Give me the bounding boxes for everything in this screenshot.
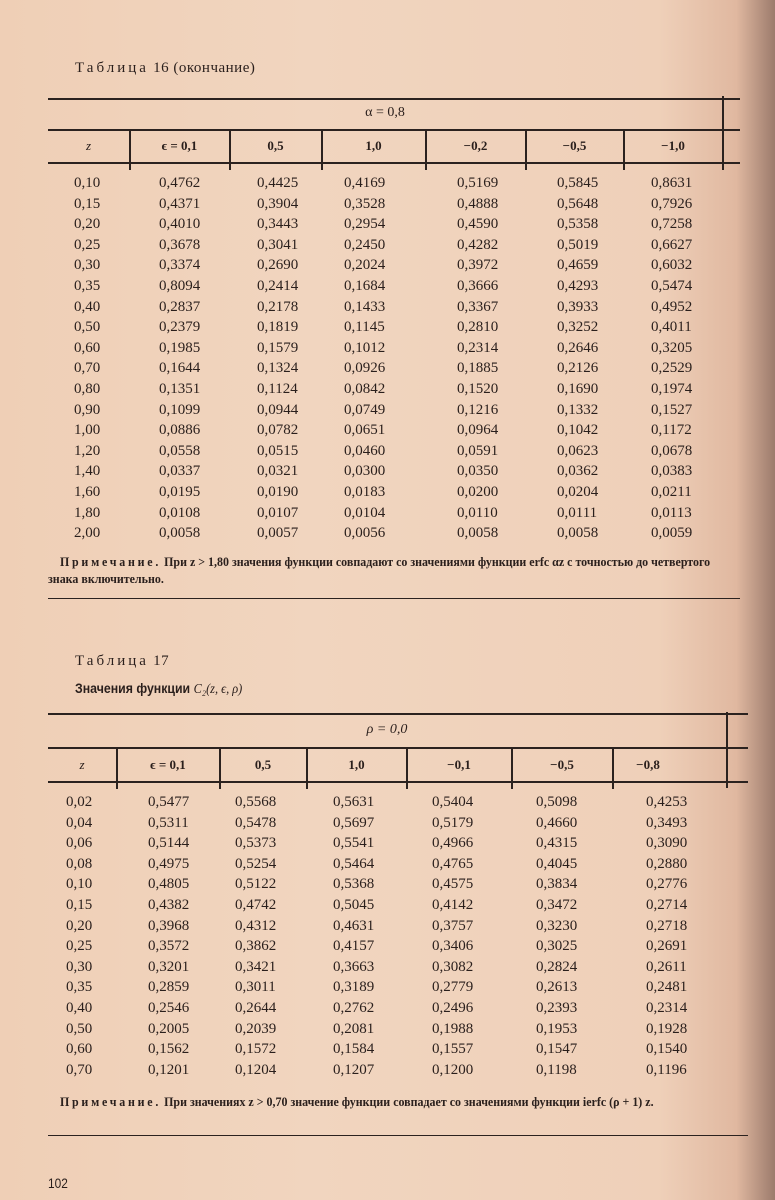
value-cell: 0,0944 [257, 401, 299, 418]
value-cell: 0,3201 [148, 958, 190, 975]
value-cell: 0,1200 [432, 1061, 474, 1078]
value-cell: 0,1527 [651, 401, 693, 418]
value-cell: 0,5464 [333, 855, 375, 872]
table16-bottom-rule [48, 598, 740, 599]
value-cell: 0,5358 [557, 216, 599, 233]
z-value-cell: 0,35 [66, 979, 93, 996]
value-cell: 0,5474 [651, 278, 693, 294]
table17-col-header: 0,5 [254, 757, 272, 772]
value-cell: 0,5098 [536, 794, 578, 810]
z-value-cell: 0,02 [66, 794, 93, 810]
table17-subtitle [75, 680, 242, 698]
table16-note-lead: Примечание. [59, 554, 162, 569]
value-cell: 0,4888 [457, 195, 499, 212]
value-cell: 0,3041 [257, 236, 299, 253]
value-cell: 0,2690 [257, 257, 299, 274]
value-cell: 0,2450 [344, 236, 386, 253]
value-cell: 0,3493 [646, 814, 688, 831]
value-cell: 0,0056 [344, 525, 386, 542]
table17-col-header: −0,5 [550, 757, 574, 772]
value-cell: 0,0749 [344, 401, 386, 418]
value-cell: 0,1196 [646, 1061, 687, 1078]
value-cell: 0,4966 [432, 835, 474, 852]
value-cell: 0,4660 [536, 814, 578, 831]
value-cell: 0,1928 [646, 1020, 688, 1037]
value-cell: 0,1145 [344, 319, 385, 336]
value-cell: 0,2613 [536, 979, 578, 996]
z-value-cell: 1,20 [74, 442, 101, 459]
value-cell: 0,3666 [457, 278, 499, 294]
value-cell: 0,2379 [159, 319, 201, 336]
value-cell: 0,1684 [344, 278, 386, 294]
value-cell: 0,5568 [235, 794, 277, 810]
z-value-cell: 2,00 [74, 525, 101, 542]
value-cell: 0,4382 [148, 897, 190, 913]
value-cell: 0,2837 [159, 298, 201, 315]
table17-note [48, 1093, 729, 1110]
value-cell: 0,1579 [257, 339, 299, 356]
value-cell: 0,2779 [432, 979, 474, 996]
value-cell: 0,2714 [646, 897, 688, 913]
table16-col-header: 0,5 [267, 138, 284, 153]
table16-col-header: −0,5 [562, 138, 587, 153]
value-cell: 0,3025 [536, 938, 578, 955]
value-cell: 0,3406 [432, 938, 474, 955]
value-cell: 0,2481 [646, 979, 688, 996]
value-cell: 0,3933 [557, 298, 599, 315]
value-cell: 0,3421 [235, 958, 277, 975]
value-cell: 0,2081 [333, 1020, 375, 1037]
value-cell: 0,4575 [432, 876, 474, 893]
value-cell: 0,5311 [148, 814, 189, 831]
value-cell: 0,4952 [651, 298, 693, 315]
value-cell: 0,7258 [651, 216, 693, 233]
value-cell: 0,2314 [646, 1000, 688, 1016]
value-cell: 0,4742 [235, 897, 277, 913]
z-value-cell: 0,06 [66, 835, 93, 852]
value-cell: 0,2644 [235, 1000, 277, 1016]
value-cell: 0,4631 [333, 917, 375, 934]
value-cell: 0,5368 [333, 876, 375, 893]
value-cell: 0,4315 [536, 835, 578, 852]
z-value-cell: 0,40 [74, 298, 101, 315]
value-cell: 0,7926 [651, 195, 693, 212]
value-cell: 0,5019 [557, 236, 599, 253]
value-cell: 0,3572 [148, 938, 190, 955]
value-cell: 0,5697 [333, 814, 375, 831]
table17-caption-number: 17 [153, 653, 170, 669]
value-cell: 0,0211 [651, 484, 692, 500]
value-cell: 0,2810 [457, 319, 499, 336]
z-value-cell: 0,08 [66, 855, 93, 872]
value-cell: 0,0110 [457, 504, 498, 521]
value-cell: 0,0111 [557, 504, 598, 521]
value-cell: 0,3472 [536, 897, 578, 913]
table17-note-text: При значениях z > 0,70 значение функции совпадает со значениями функции ierfc (ρ + 1) z. [164, 1094, 654, 1109]
value-cell: 0,5648 [557, 195, 599, 212]
table17-col-header: ϵ = 0,1 [150, 757, 186, 772]
z-value-cell: 0,20 [66, 917, 93, 934]
value-cell: 0,3367 [457, 298, 499, 315]
value-cell: 0,4371 [159, 195, 201, 212]
value-cell: 0,3663 [333, 958, 375, 975]
table17-note-lead: Примечание. [59, 1094, 162, 1109]
table17-header-bottom-rule [48, 781, 748, 783]
table16-caption-suffix: (окончание) [173, 60, 256, 76]
value-cell: 0,4590 [457, 216, 499, 233]
value-cell: 0,5179 [432, 814, 474, 831]
value-cell: 0,0886 [159, 422, 201, 439]
value-cell: 0,5045 [333, 897, 375, 913]
value-cell: 0,1201 [148, 1061, 190, 1078]
value-cell: 0,1819 [257, 319, 299, 336]
value-cell: 0,1974 [651, 381, 693, 397]
value-cell: 0,4312 [235, 917, 277, 934]
value-cell: 0,4293 [557, 278, 599, 294]
value-cell: 0,4045 [536, 855, 578, 872]
table17-caption [75, 653, 169, 670]
table16-col-header: −1,0 [661, 138, 685, 153]
value-cell: 0,1547 [536, 1041, 578, 1058]
value-cell: 0,2178 [257, 298, 299, 315]
table16-col-header: 1,0 [365, 138, 382, 153]
value-cell: 0,0515 [257, 442, 299, 459]
value-cell: 0,4169 [344, 175, 386, 191]
value-cell: 0,0108 [159, 504, 201, 521]
value-cell: 0,3528 [344, 195, 386, 212]
value-cell: 0,2880 [646, 855, 688, 872]
table16-col-header-z: z [85, 138, 92, 153]
table16-caption-prefix: Таблица [75, 60, 149, 76]
z-value-cell: 0,30 [66, 958, 93, 975]
value-cell: 0,3834 [536, 876, 578, 893]
value-cell: 0,5122 [235, 876, 277, 893]
table17-subtitle-text: Значения функции [75, 680, 191, 696]
table16-header-bottom-rule [48, 162, 740, 164]
value-cell: 0,0558 [159, 442, 201, 459]
page-number: 102 [48, 1175, 68, 1191]
z-value-cell: 0,70 [66, 1061, 93, 1078]
z-value-cell: 0,70 [74, 360, 101, 377]
value-cell: 0,0183 [344, 484, 386, 500]
value-cell: 0,2611 [646, 958, 687, 975]
value-cell: 0,1042 [557, 422, 599, 439]
table16-caption-number: 16 [153, 60, 170, 76]
value-cell: 0,4425 [257, 175, 299, 191]
value-cell: 0,5144 [148, 835, 190, 852]
value-cell: 0,1520 [457, 381, 499, 397]
value-cell: 0,2718 [646, 917, 688, 934]
value-cell: 0,5373 [235, 835, 277, 852]
z-value-cell: 0,25 [74, 236, 101, 253]
value-cell: 0,3090 [646, 835, 688, 852]
value-cell: 0,0200 [457, 484, 499, 500]
z-value-cell: 0,10 [74, 175, 101, 191]
value-cell: 0,3205 [651, 339, 693, 356]
value-cell: 0,6627 [651, 236, 693, 253]
value-cell: 0,3904 [257, 195, 299, 212]
z-value-cell: 0,30 [74, 257, 101, 274]
value-cell: 0,0058 [457, 525, 499, 542]
z-value-cell: 1,60 [74, 484, 101, 500]
value-cell: 0,2039 [235, 1020, 277, 1037]
value-cell: 0,2529 [651, 360, 693, 377]
value-cell: 0,1540 [646, 1041, 688, 1058]
table17-right-border [726, 712, 728, 788]
value-cell: 0,1572 [235, 1041, 277, 1058]
value-cell: 0,0842 [344, 381, 386, 397]
z-value-cell: 0,25 [66, 938, 93, 955]
value-cell: 0,3374 [159, 257, 201, 274]
value-cell: 0,3252 [557, 319, 599, 336]
value-cell: 0,2859 [148, 979, 190, 996]
value-cell: 0,1988 [432, 1020, 474, 1037]
value-cell: 0,0058 [159, 525, 201, 542]
value-cell: 0,0678 [651, 442, 693, 459]
value-cell: 0,0107 [257, 504, 299, 521]
value-cell: 0,2646 [557, 339, 599, 356]
value-cell: 0,2691 [646, 938, 688, 955]
value-cell: 0,4157 [333, 938, 375, 955]
value-cell: 0,4805 [148, 876, 190, 893]
value-cell: 0,1012 [344, 339, 386, 356]
value-cell: 0,4975 [148, 855, 190, 872]
table17-header-rule [48, 747, 748, 749]
value-cell: 0,2024 [344, 257, 386, 274]
value-cell: 0,5254 [235, 855, 277, 872]
value-cell: 0,5404 [432, 794, 474, 810]
value-cell: 0,1099 [159, 401, 201, 418]
value-cell: 0,1198 [536, 1061, 577, 1078]
z-value-cell: 0,80 [74, 381, 101, 397]
z-value-cell: 1,80 [74, 504, 101, 521]
value-cell: 0,2546 [148, 1000, 190, 1016]
z-value-cell: 0,60 [74, 339, 101, 356]
value-cell: 0,3972 [457, 257, 499, 274]
value-cell: 0,1207 [333, 1061, 375, 1078]
table16-param-header: α = 0,8 [365, 105, 405, 120]
z-value-cell: 0,40 [66, 1000, 93, 1016]
value-cell: 0,2314 [457, 339, 499, 356]
value-cell: 0,1562 [148, 1041, 190, 1058]
value-cell: 0,0058 [557, 525, 599, 542]
z-value-cell: 0,60 [66, 1041, 93, 1058]
value-cell: 0,6032 [651, 257, 693, 274]
value-cell: 0,2762 [333, 1000, 375, 1016]
z-value-cell: 0,15 [66, 897, 93, 913]
value-cell: 0,0591 [457, 442, 499, 459]
value-cell: 0,4765 [432, 855, 474, 872]
value-cell: 0,0383 [651, 463, 693, 480]
value-cell: 0,1690 [557, 381, 599, 397]
value-cell: 0,0195 [159, 484, 201, 500]
value-cell: 0,0300 [344, 463, 386, 480]
value-cell: 0,3968 [148, 917, 190, 934]
value-cell: 0,3189 [333, 979, 375, 996]
value-cell: 0,1172 [651, 422, 692, 439]
value-cell: 0,0337 [159, 463, 201, 480]
table16-col-header: ϵ = 0,1 [161, 138, 198, 153]
value-cell: 0,0926 [344, 360, 386, 377]
value-cell: 0,2824 [536, 958, 578, 975]
value-cell: 0,5541 [333, 835, 375, 852]
value-cell: 0,3011 [235, 979, 276, 996]
value-cell: 0,1332 [557, 401, 599, 418]
value-cell: 0,0623 [557, 442, 599, 459]
value-cell: 0,8094 [159, 278, 201, 294]
value-cell: 0,5478 [235, 814, 277, 831]
table17-col-header: −0,8 [636, 757, 660, 772]
z-value-cell: 0,50 [66, 1020, 93, 1037]
value-cell: 0,0350 [457, 463, 499, 480]
value-cell: 0,1324 [257, 360, 299, 377]
value-cell: 0,0782 [257, 422, 299, 439]
table16-caption [75, 60, 255, 77]
value-cell: 0,0190 [257, 484, 299, 500]
value-cell: 0,2954 [344, 216, 386, 233]
value-cell: 0,0057 [257, 525, 299, 542]
z-value-cell: 0,10 [66, 876, 93, 893]
value-cell: 0,4659 [557, 257, 599, 274]
value-cell: 0,5845 [557, 175, 599, 191]
value-cell: 0,0321 [257, 463, 299, 480]
value-cell: 0,0460 [344, 442, 386, 459]
z-value-cell: 0,04 [66, 814, 93, 831]
value-cell: 0,4253 [646, 794, 688, 810]
value-cell: 0,4010 [159, 216, 201, 233]
value-cell: 0,1985 [159, 339, 201, 356]
value-cell: 0,1885 [457, 360, 499, 377]
value-cell: 0,2393 [536, 1000, 578, 1016]
z-value-cell: 0,35 [74, 278, 101, 294]
value-cell: 0,4282 [457, 236, 499, 253]
value-cell: 0,1351 [159, 381, 201, 397]
value-cell: 0,0059 [651, 525, 693, 542]
value-cell: 0,8631 [651, 175, 693, 191]
value-cell: 0,2496 [432, 1000, 474, 1016]
value-cell: 0,3678 [159, 236, 201, 253]
value-cell: 0,1124 [257, 381, 298, 397]
table17-caption-prefix: Таблица [75, 653, 149, 669]
value-cell: 0,5169 [457, 175, 499, 191]
value-cell: 0,1644 [159, 360, 201, 377]
value-cell: 0,3862 [235, 938, 277, 955]
value-cell: 0,0651 [344, 422, 386, 439]
z-value-cell: 1,00 [74, 422, 101, 439]
value-cell: 0,5631 [333, 794, 375, 810]
table17-param-header: ρ = 0,0 [366, 722, 408, 737]
value-cell: 0,0362 [557, 463, 599, 480]
table16-right-border [722, 96, 724, 170]
value-cell: 0,3082 [432, 958, 474, 975]
value-cell: 0,1953 [536, 1020, 578, 1037]
value-cell: 0,3230 [536, 917, 578, 934]
z-value-cell: 0,15 [74, 195, 101, 212]
table16-col-header: −0,2 [463, 138, 488, 153]
value-cell: 0,0104 [344, 504, 386, 521]
table17-col-header: −0,1 [447, 757, 471, 772]
value-cell: 0,2126 [557, 360, 599, 377]
value-cell: 0,0204 [557, 484, 599, 500]
value-cell: 0,3443 [257, 216, 299, 233]
value-cell: 0,1216 [457, 401, 499, 418]
z-value-cell: 1,40 [74, 463, 101, 480]
table17-top-rule [48, 713, 748, 715]
value-cell: 0,2776 [646, 876, 688, 893]
value-cell: 0,1204 [235, 1061, 277, 1078]
value-cell: 0,5477 [148, 794, 190, 810]
value-cell: 0,1433 [344, 298, 386, 315]
value-cell: 0,1557 [432, 1041, 474, 1058]
value-cell: 0,2414 [257, 278, 299, 294]
z-value-cell: 0,50 [74, 319, 101, 336]
value-cell: 0,0964 [457, 422, 499, 439]
z-value-cell: 0,90 [74, 401, 101, 418]
table17-bottom-rule [48, 1135, 748, 1136]
value-cell: 0,1584 [333, 1041, 375, 1058]
table16-note-text: При z > 1,80 значения функции совпадают со значениями функции erfc αz с точностью до четвертого знака включительно. [48, 554, 711, 586]
value-cell: 0,4142 [432, 897, 474, 913]
table17-col-header-z: z [79, 757, 85, 772]
table17-subtitle-function: C₂(z, ϵ, ρ) [193, 682, 243, 697]
table17-col-header: 1,0 [348, 757, 365, 772]
value-cell: 0,3757 [432, 917, 474, 934]
value-cell: 0,0113 [651, 504, 692, 521]
table16-note [48, 553, 729, 587]
value-cell: 0,4762 [159, 175, 201, 191]
z-value-cell: 0,20 [74, 216, 101, 233]
table16-top-rule [48, 98, 740, 100]
value-cell: 0,4011 [651, 319, 692, 336]
table16-header-rule [48, 129, 740, 131]
value-cell: 0,2005 [148, 1020, 190, 1037]
